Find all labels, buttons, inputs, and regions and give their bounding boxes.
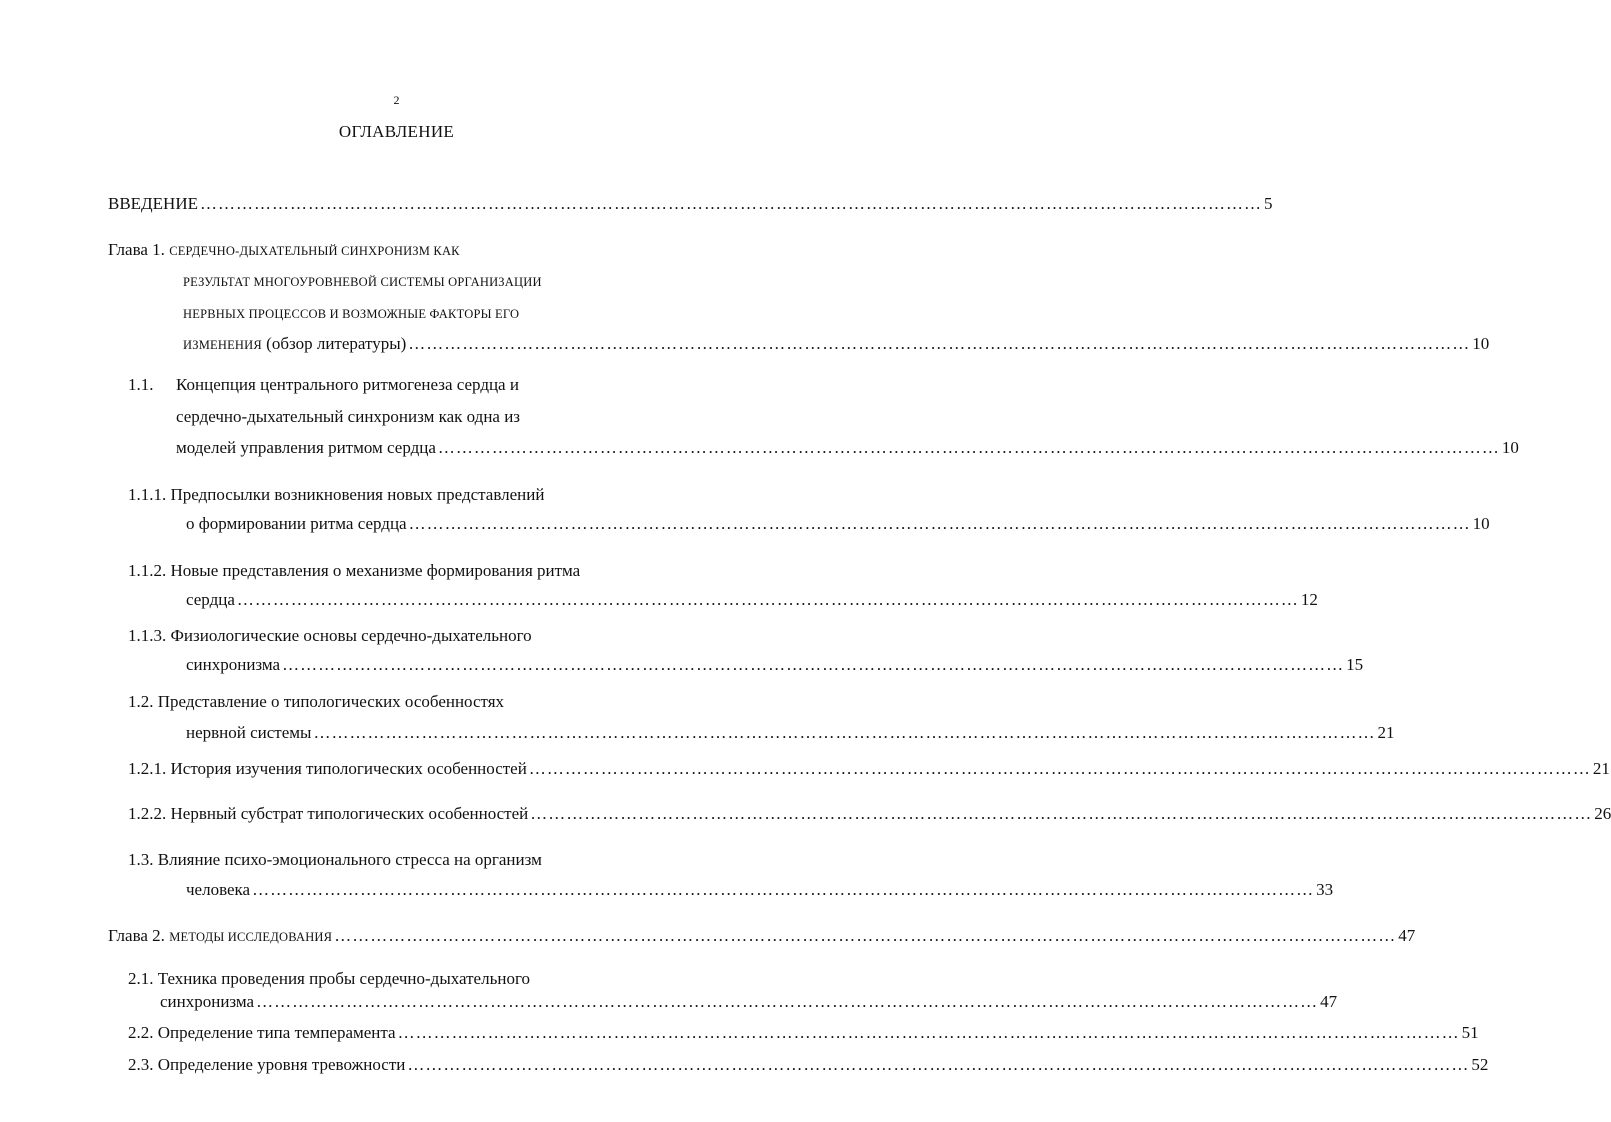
- chapter-title: МЕТОДЫ ИССЛЕДОВАНИЯ: [169, 930, 333, 944]
- toc-page-number: 52: [1471, 1055, 1489, 1074]
- toc-section-2-1-line1[interactable]: 2.1. Техника проведения пробы сердечно-дыхательного: [128, 969, 530, 988]
- toc-section-1-2-line1[interactable]: 1.2. Представление о типологических особенностях: [128, 692, 505, 711]
- toc-page-number: 47: [1398, 926, 1416, 945]
- toc-chapter1-line3: НЕРВНЫХ ПРОЦЕССОВ И ВОЗМОЖНЫЕ ФАКТОРЫ ЕГО: [183, 307, 520, 321]
- chapter-title-end: ИЗМЕНЕНИЯ: [183, 338, 262, 352]
- toc-section-1-1-line3[interactable]: [176, 436, 1519, 460]
- toc-section-2-1-line2[interactable]: [160, 990, 1338, 1014]
- chapter-subtitle: (обзор литературы): [261, 334, 407, 353]
- page-number: 2: [393, 93, 400, 107]
- toc-page-number: 21: [1377, 723, 1395, 742]
- toc-leader: ……………………………………………………………………………………………………………………………………………………………: [437, 438, 1500, 457]
- toc-leader: ……………………………………………………………………………………………………………………………………………………………: [528, 759, 1591, 778]
- toc-entry-text: нервной системы: [186, 723, 312, 742]
- toc-section-1-2-line2[interactable]: [186, 721, 1395, 745]
- toc-leader: ……………………………………………………………………………………………………………………………………………………………: [256, 992, 1319, 1011]
- toc-entry-text: сердца: [186, 590, 235, 609]
- toc-section-1-1-line2: сердечно-дыхательный синхронизм как одна из: [176, 407, 521, 426]
- toc-entry-text: 2.2. Определение типа темперамента: [128, 1023, 396, 1042]
- toc-entry-text: человека: [186, 880, 251, 899]
- toc-entry-text: 1.2.2. Нервный субстрат типологических особенностей: [128, 804, 529, 823]
- toc-page-number: 51: [1461, 1023, 1479, 1042]
- toc-leader: ……………………………………………………………………………………………………………………………………………………………: [408, 514, 1471, 533]
- toc-page-number: 12: [1300, 590, 1318, 609]
- toc-section-1-1-3-line1[interactable]: 1.1.3. Физиологические основы сердечно-дыхательного: [128, 626, 532, 645]
- toc-page-number: 10: [1472, 514, 1490, 533]
- toc-section-1-1-line1[interactable]: Концепция центрального ритмогенеза сердца и: [176, 375, 519, 394]
- toc-section-1-2-2[interactable]: [128, 802, 1611, 826]
- toc-section-1-1-1-line1[interactable]: 1.1.1. Предпосылки возникновения новых представлений: [128, 485, 545, 504]
- toc-entry-intro[interactable]: [108, 192, 1273, 216]
- toc-page-number: 26: [1594, 804, 1611, 823]
- toc-title: ОГЛАВЛЕНИЕ: [338, 122, 455, 141]
- toc-section-1-2-1[interactable]: [128, 757, 1610, 781]
- toc-section-2-3[interactable]: [128, 1053, 1489, 1077]
- toc-section-1-1-2-line2[interactable]: [186, 588, 1318, 612]
- toc-page-number: 10: [1472, 334, 1490, 353]
- toc-leader: ……………………………………………………………………………………………………………………………………………………………: [397, 1023, 1460, 1042]
- toc-section-1-3-line2[interactable]: [186, 878, 1334, 902]
- chapter-title: СЕРДЕЧНО-ДЫХАТЕЛЬНЫЙ СИНХРОНИЗМ КАК: [169, 244, 460, 258]
- toc-leader: ……………………………………………………………………………………………………………………………………………………………: [407, 1055, 1470, 1074]
- toc-entry-text: о формировании ритма сердца: [186, 514, 407, 533]
- toc-leader: ……………………………………………………………………………………………………………………………………………………………: [199, 194, 1262, 213]
- toc-section-2-2[interactable]: [128, 1021, 1479, 1045]
- toc-page-number: 47: [1320, 992, 1338, 1011]
- toc-section-1-3-line1[interactable]: 1.3. Влияние психо-эмоционального стресса на организм: [128, 850, 542, 869]
- toc-page-number: 33: [1316, 880, 1334, 899]
- toc-chapter1-line4[interactable]: [183, 332, 1490, 356]
- toc-leader: ……………………………………………………………………………………………………………………………………………………………: [236, 590, 1299, 609]
- toc-entry-text: 2.3. Определение уровня тревожности: [128, 1055, 406, 1074]
- toc-page-number: 10: [1501, 438, 1519, 457]
- toc-page-number: 21: [1592, 759, 1610, 778]
- toc-page-number: 15: [1346, 655, 1364, 674]
- toc-leader: ……………………………………………………………………………………………………………………………………………………………: [334, 926, 1397, 945]
- toc-leader: ……………………………………………………………………………………………………………………………………………………………: [313, 723, 1376, 742]
- toc-chapter2[interactable]: [108, 924, 1416, 948]
- toc-leader: ……………………………………………………………………………………………………………………………………………………………: [282, 655, 1345, 674]
- chapter-prefix: Глава 2.: [108, 926, 170, 945]
- toc-leader: ……………………………………………………………………………………………………………………………………………………………: [530, 804, 1593, 823]
- toc-chapter1-line2: РЕЗУЛЬТАТ МНОГОУРОВНЕВОЙ СИСТЕМЫ ОРГАНИЗАЦИИ: [183, 275, 542, 289]
- toc-section-1-1-2-line1[interactable]: 1.1.2. Новые представления о механизме формирования ритма: [128, 561, 581, 580]
- toc-section-1-1-number: 1.1.: [128, 375, 154, 394]
- chapter-prefix: Глава 1.: [108, 240, 170, 259]
- toc-leader: ……………………………………………………………………………………………………………………………………………………………: [408, 334, 1471, 353]
- toc-leader: ……………………………………………………………………………………………………………………………………………………………: [252, 880, 1315, 899]
- toc-entry-text: ВВЕДЕНИЕ: [108, 194, 198, 213]
- toc-entry-text: 1.2.1. История изучения типологических особенностей: [128, 759, 527, 778]
- toc-entry-text: моделей управления ритмом сердца: [176, 438, 436, 457]
- toc-chapter1-line1[interactable]: [108, 238, 460, 262]
- toc-entry-text: синхронизма: [160, 992, 255, 1011]
- toc-section-1-1-3-line2[interactable]: [186, 653, 1364, 677]
- toc-entry-text: синхронизма: [186, 655, 281, 674]
- toc-page-number: 5: [1263, 194, 1273, 213]
- toc-section-1-1-1-line2[interactable]: [186, 512, 1490, 536]
